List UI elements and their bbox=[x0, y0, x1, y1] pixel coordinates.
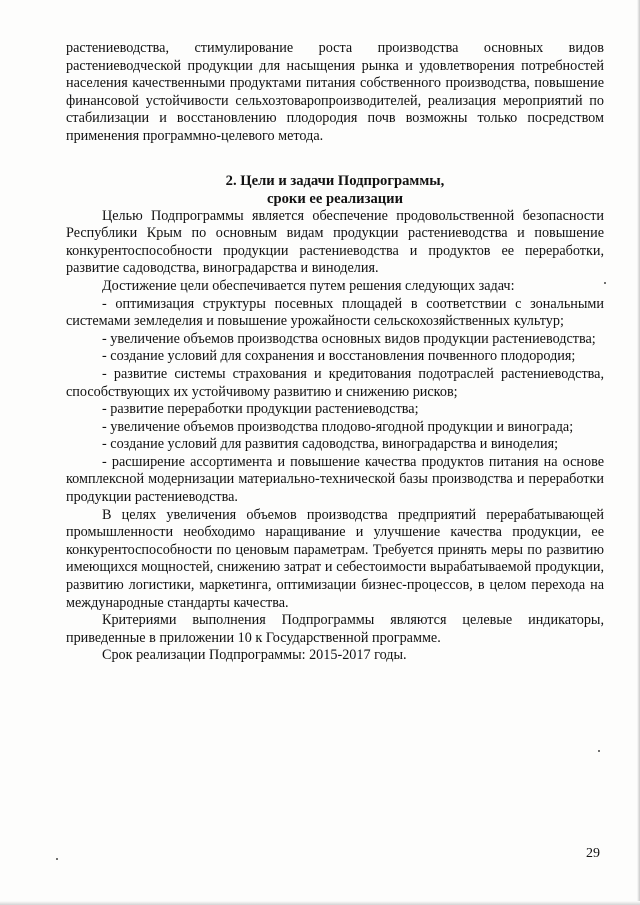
scan-edge-bottom bbox=[0, 901, 640, 905]
section-heading-line-1: 2. Цели и задачи Подпрограммы, bbox=[225, 172, 445, 189]
criteria-paragraph: Критериями выполнения Подпрограммы являются целевые индикаторы, приведенные в приложении 10 к Государственной программе. bbox=[66, 612, 604, 646]
task-item-processing: - развитие переработки продукции растениеводства; bbox=[102, 401, 419, 418]
tasks-intro: Достижение цели обеспечивается путем решения следующих задач: bbox=[102, 277, 515, 294]
processing-paragraph: В целях увеличения объемов производства предприятий перерабатывающей промышленности необходимо наращивание и улучшение качества продукции, ее конкурентоспособности по ценовым параметрам. Требуется принять меры по развитию имеющихся мощностей, снижению затрат и себестоимости вырабатываемой продукции, развитию логистики, маркетинга, оптимизации бизнес-процессов, в целом перехода на международные стандарты качества. bbox=[66, 506, 604, 611]
task-item-structure: - оптимизация структуры посевных площадей в соответствии с зональными системами земледелия и повышение урожайности сельскохозяйственных культур; bbox=[66, 295, 604, 330]
scan-speck bbox=[604, 282, 606, 284]
page-number: 29 bbox=[586, 846, 600, 861]
section-heading-line-2: сроки ее реализации bbox=[267, 190, 403, 207]
term-paragraph: Срок реализации Подпрограммы: 2015-2017 годы. bbox=[102, 647, 407, 664]
goal-paragraph: Целью Подпрограммы является обеспечение продовольственной безопасности Республики Крым по основным видам продукции растениеводства и повышение конкурентоспособности продукции растениеводства и продуктов ее переработки, развитие садоводства, виноградарства и виноделия. bbox=[66, 207, 604, 277]
task-item-volumes: - увеличение объемов производства основных видов продукции растениеводства; bbox=[102, 330, 596, 347]
task-item-soil: - создание условий для сохранения и восстановления почвенного плодородия; bbox=[102, 348, 576, 365]
section-heading bbox=[66, 172, 604, 208]
task-item-fruit: - увеличение объемов производства плодово-ягодной продукции и винограда; bbox=[102, 418, 574, 435]
scan-speck bbox=[598, 750, 600, 752]
scan-speck bbox=[56, 858, 58, 860]
task-item-assortment: - расширение ассортимента и повышение качества продуктов питания на основе комплексной модернизации материально-технической базы производства и переработки продукции растениеводства. bbox=[66, 453, 604, 506]
task-item-gardening: - создание условий для развития садоводства, виноградарства и виноделия; bbox=[102, 436, 559, 453]
intro-paragraph: растениеводства, стимулирование роста производства основных видов растениеводческой продукции для насыщения рынка и удовлетворения потребностей населения качественными продуктами питания собственного производства, повышение финансовой устойчивости сельхозтоваропроизводителей, реализация мероприятий по стабилизации и восстановлению плодородия почв возможны только посредством применения программно-целевого метода. bbox=[66, 40, 604, 144]
document-body bbox=[66, 40, 604, 665]
task-item-insurance: - развитие системы страхования и кредитования подотраслей растениеводства, способствующих их устойчивому развитию и снижению рисков; bbox=[66, 365, 604, 400]
